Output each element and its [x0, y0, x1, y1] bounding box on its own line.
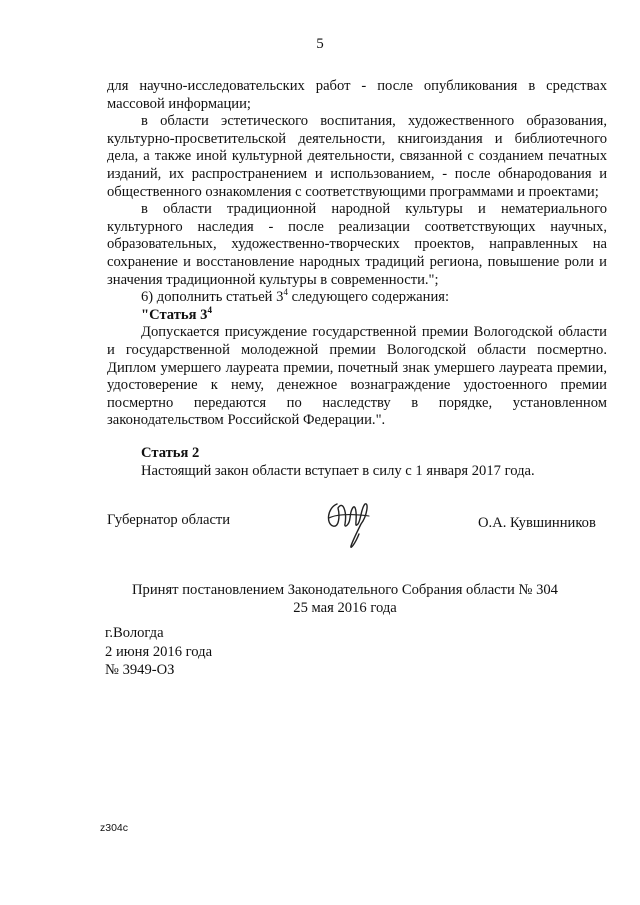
law-body-text: [107, 78, 607, 430]
governor-name: О.А. Кувшинников: [478, 515, 596, 531]
paragraph-amendment-6: [107, 289, 607, 307]
paragraph-traditional-culture: в области традиционной народной культуры и нематериального культурного наследия - после реализации соответствующих научных, образовательных, художественно-творческих проектов, направленных на сохранение и восстановление народных традиций региона, повышение роли и значения традиционной культуры в современности.";: [107, 201, 607, 288]
paragraph-aesthetic-education: в области эстетического воспитания, художественного образования, культурно-просветительской деятельности, книгоиздания и библиотечного дела, а также иной культурной деятельности, связанной с созданием печатных изданий, их распространением и использованием, - после обнародования и общественного ознакомления с соответствующими программами и проектами;: [107, 113, 607, 200]
article-3-4-heading: [107, 304, 607, 325]
article-heading-text: "Статья 3: [141, 306, 208, 323]
article-heading-superscript: 4: [207, 304, 212, 315]
signing-place-block: [105, 624, 212, 680]
amendment-prefix: 6) дополнить статьей 3: [141, 289, 284, 306]
amendment-suffix: следующего содержания:: [287, 289, 450, 306]
adoption-resolution: Принят постановлением Законодательного Собрания области № 304: [132, 582, 558, 598]
paragraph-research: для научно-исследовательских работ - после опубликования в средствах массовой информации;: [107, 78, 607, 112]
paragraph-posthumous-award: Допускается присуждение государственной премии Вологодской области и государственной молодежной премии Вологодской области посмертно. Диплом умершего лауреата премии, почетный знак умершего лауреата премии, удостоверение к нему, денежное вознаграждение удостоенного премии посмертно передаются по наследству в порядке, установленном законодательством Российской Федерации.".: [107, 324, 607, 429]
signing-date: 2 июня 2016 года: [105, 643, 213, 660]
governor-title: Губернатор области: [107, 512, 231, 528]
adoption-date: 25 мая 2016 года: [293, 600, 397, 616]
handwritten-signature: [323, 494, 373, 552]
article-2-heading: Статья 2: [141, 445, 200, 461]
page-number: 5: [316, 36, 324, 52]
document-code: z304c: [100, 822, 129, 834]
law-number: № 3949-ОЗ: [105, 662, 175, 678]
signing-city: г.Вологда: [105, 625, 164, 641]
article-2-text: Настоящий закон области вступает в силу с 1 января 2017 года.: [141, 463, 535, 479]
amendment-superscript: 4: [283, 287, 288, 298]
